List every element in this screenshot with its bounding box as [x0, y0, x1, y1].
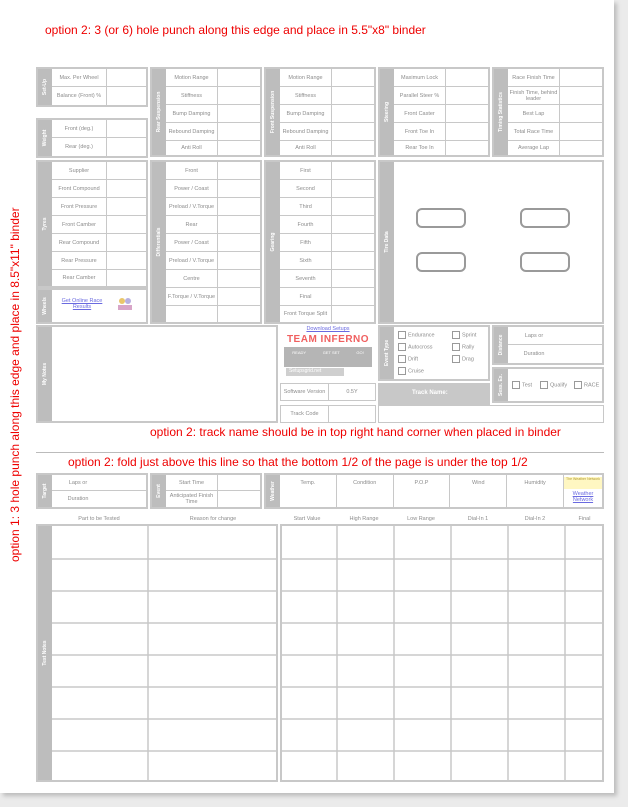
gear-field[interactable] — [332, 288, 374, 305]
weather-network-link[interactable]: Weather Network — [572, 491, 594, 503]
top-punch-note: option 2: 3 (or 6) hole punch along this edge and place in 5.5"x8" binder — [45, 23, 426, 37]
track-name-note: option 2: track name should be in top right hand corner when placed in binder — [150, 425, 561, 439]
front-susp-field[interactable] — [332, 123, 374, 140]
my-notes-section: My Notes — [36, 325, 278, 423]
steering-label: Front Caster — [394, 105, 446, 122]
tyre-field[interactable] — [107, 216, 146, 233]
rear-susp-field[interactable] — [218, 141, 260, 155]
weight-section: Weight Front (deg.) Rear (deg.) — [36, 118, 148, 158]
left-punch-note: option 1: 3 hole punch along this edge and place in 8.5"x11" binder — [8, 207, 22, 562]
rear-susp-label: Motion Range — [166, 69, 218, 86]
differentials-section: Differentials Front Power / Coast Preload / V.Torque Rear Power / Coast Preload / V.Torque Centre F.Torque / V.Torque — [150, 160, 262, 324]
tire-rear-right-icon — [520, 252, 570, 272]
gear-field[interactable] — [332, 180, 374, 197]
track-name-bar — [378, 383, 490, 405]
gear-label: Seventh — [280, 270, 332, 287]
test-notes-section: Test Notes — [36, 524, 278, 782]
diff-field[interactable] — [218, 216, 260, 233]
setup-info-block — [280, 325, 376, 423]
target-duration-label: Duration — [67, 496, 89, 502]
target-laps-field[interactable] — [104, 475, 146, 490]
logo-word: READY — [292, 350, 307, 355]
gear-field[interactable] — [332, 234, 374, 251]
timing-field[interactable] — [560, 123, 602, 140]
online-results-link[interactable]: Get Online Race Results — [61, 298, 103, 310]
race-checkbox[interactable]: RACE — [574, 381, 599, 389]
gear-field[interactable] — [332, 216, 374, 233]
steering-label: Maximum Lock — [394, 69, 446, 86]
front-susp-field[interactable] — [332, 87, 374, 104]
steering-field[interactable] — [446, 141, 488, 155]
rear-suspension-section: Rear Suspension Motion Range Stiffness Bump Damping Rebound Damping Anti Roll — [150, 67, 262, 157]
front-susp-label: Rebound Damping — [280, 123, 332, 140]
diff-label: Rear — [166, 216, 218, 233]
autocross-checkbox[interactable]: Autocross — [398, 343, 432, 351]
gear-label: Second — [280, 180, 332, 197]
diff-label — [166, 306, 218, 322]
tire-front-left-icon — [416, 208, 466, 228]
tyres-section: Tyres Supplier Front Compound Front Pressure Front Camber Rear Compound Rear Pressure Rear Camber — [36, 160, 148, 288]
rear-susp-label: Bump Damping — [166, 105, 218, 122]
gear-label: Fourth — [280, 216, 332, 233]
diff-label: Power / Coast — [166, 234, 218, 251]
gear-label: Fifth — [280, 234, 332, 251]
distance-section: Distance Laps or Duration — [492, 325, 604, 365]
steering-label: Parallel Steer % — [394, 87, 446, 104]
track-code-label: Track Code — [281, 406, 329, 422]
duration-label: Duration — [523, 351, 545, 357]
front-susp-field[interactable] — [332, 141, 374, 155]
front-susp-label: Motion Range — [280, 69, 332, 86]
max-per-wheel-label: Max. Per Wheel — [52, 69, 107, 86]
col-header: High Range — [349, 516, 379, 522]
event-type-section: Event Type Endurance Sprint Autocross Rally Drift Drag Cruise — [378, 325, 490, 381]
track-name-label: Track Name: — [412, 390, 448, 396]
sprint-checkbox[interactable]: Sprint — [452, 331, 476, 339]
steering-field[interactable] — [446, 87, 488, 104]
tyre-field[interactable] — [107, 162, 146, 179]
diff-field[interactable] — [218, 162, 260, 179]
duration-field[interactable] — [560, 345, 602, 363]
diff-label: F.Torque / V.Torque — [166, 288, 218, 305]
timing-label: Best Lap — [508, 105, 560, 122]
download-setups-link[interactable]: Download Setups — [306, 326, 350, 332]
timing-field[interactable] — [560, 141, 602, 155]
gearing-section: Gearing First Second Third Fourth Fifth Sixth Seventh Final Front Torque Split — [264, 160, 376, 324]
diff-field[interactable] — [218, 306, 260, 322]
fold-note: option 2: fold just above this line so that the bottom 1/2 of the page is under the top 1/2 — [68, 455, 528, 469]
wheels-section: Wheels Get Online Race Results — [36, 288, 148, 324]
col-header: Final — [578, 516, 591, 522]
diff-field[interactable] — [218, 180, 260, 197]
gear-field[interactable] — [332, 270, 374, 287]
logo-word: GET SET — [322, 350, 340, 355]
timing-label: Race Finish Time — [508, 69, 560, 86]
timing-label: Finish Time, behind leader — [508, 87, 560, 104]
diff-field[interactable] — [218, 198, 260, 215]
target-section: Target Laps or Duration — [36, 473, 148, 509]
tyre-label: Supplier — [52, 162, 107, 179]
diff-label: Front — [166, 162, 218, 179]
tyre-label: Rear Camber — [52, 270, 107, 286]
timing-field[interactable] — [560, 105, 602, 122]
drift-checkbox[interactable]: Drift — [398, 355, 418, 363]
steering-field[interactable] — [446, 123, 488, 140]
rear-susp-field[interactable] — [218, 87, 260, 104]
notes-area[interactable] — [54, 327, 276, 421]
front-susp-field[interactable] — [332, 69, 374, 86]
rear-susp-field[interactable] — [218, 69, 260, 86]
diff-label: Preload / V.Torque — [166, 252, 218, 269]
finish-time-field[interactable] — [218, 491, 260, 507]
front-deg-label: Front (deg.) — [52, 120, 107, 137]
timing-statistics-section: Timing Statistics Race Finish Time Finish Time, behind leader Best Lap Total Race Time Average Lap — [492, 67, 604, 157]
site-label: Setupsgrid.net — [286, 368, 344, 376]
front-susp-field[interactable] — [332, 105, 374, 122]
rear-susp-label: Anti Roll — [166, 141, 218, 155]
front-susp-label: Bump Damping — [280, 105, 332, 122]
steering-field[interactable] — [446, 105, 488, 122]
gear-label: Front Torque Split — [280, 306, 332, 322]
timing-field[interactable] — [560, 69, 602, 86]
diff-label: Power / Coast — [166, 180, 218, 197]
gear-label: Third — [280, 198, 332, 215]
laps-label: Laps or — [524, 332, 544, 339]
gear-field[interactable] — [332, 306, 374, 322]
tire-rear-left-icon — [416, 252, 466, 272]
tyre-label: Rear Pressure — [52, 252, 107, 269]
wind-field[interactable]: Wind — [450, 475, 507, 507]
team-logo: TEAM INFERNO — [286, 334, 370, 345]
max-per-wheel-field[interactable] — [107, 69, 146, 86]
col-header: Reason for change — [189, 516, 237, 522]
logo-banner — [284, 347, 372, 367]
drag-checkbox[interactable]: Drag — [452, 355, 474, 363]
track-code-field[interactable] — [329, 406, 375, 422]
finish-time-label: Anticipated Finish Time — [166, 491, 218, 507]
col-header: Start Value — [293, 516, 321, 522]
timing-field[interactable] — [560, 87, 602, 104]
start-time-label: Start Time — [166, 475, 218, 490]
rear-susp-label: Rebound Damping — [166, 123, 218, 140]
weather-section: Weather Temp. Condition P.O.P Wind Humidity The Weather Network Weather Network — [264, 473, 604, 509]
diff-field[interactable] — [218, 288, 260, 305]
target-laps-label: Laps or — [68, 479, 88, 486]
weather-network-logo: The Weather Network — [564, 477, 602, 489]
tire-data-section: Tire Data — [378, 160, 604, 324]
temp-field[interactable]: Temp. — [280, 475, 337, 507]
tyre-label: Front Pressure — [52, 198, 107, 215]
tire-front-right-icon — [520, 208, 570, 228]
test-values-grid[interactable] — [280, 524, 604, 782]
tyre-label: Front Compound — [52, 180, 107, 197]
endurance-checkbox[interactable]: Endurance — [398, 331, 435, 339]
front-deg-field[interactable] — [107, 120, 146, 137]
rally-checkbox[interactable]: Rally — [452, 343, 474, 351]
pop-field[interactable]: P.O.P — [394, 475, 451, 507]
steering-section: Steering Maximum Lock Parallel Steer % Front Caster Front Toe In Rear Toe In — [378, 67, 490, 157]
tyre-field[interactable] — [107, 180, 146, 197]
test-notes-left-grid[interactable] — [52, 526, 276, 780]
tyre-label: Front Camber — [52, 216, 107, 233]
test-checkbox[interactable]: Test — [512, 381, 532, 389]
front-suspension-section: Front Suspension Motion Range Stiffness Bump Damping Rebound Damping Anti Roll — [264, 67, 376, 157]
tyre-field[interactable] — [107, 252, 146, 269]
track-name-field[interactable] — [378, 405, 604, 423]
steering-field[interactable] — [446, 69, 488, 86]
gear-field[interactable] — [332, 252, 374, 269]
diff-field[interactable] — [218, 252, 260, 269]
timing-label: Average Lap — [508, 141, 560, 155]
rear-susp-label: Stiffness — [166, 87, 218, 104]
col-header: Low Range — [407, 516, 435, 522]
gear-label: Sixth — [280, 252, 332, 269]
people-icon — [116, 296, 134, 312]
tyre-field[interactable] — [107, 234, 146, 251]
software-version-label: Software Version — [281, 384, 329, 400]
balance-field[interactable] — [107, 87, 146, 105]
col-header: Part to be Tested — [78, 516, 120, 522]
rear-deg-label: Rear (deg.) — [52, 138, 107, 156]
event-section: Event Start Time Anticipated Finish Time — [150, 473, 262, 509]
steering-label: Front Toe In — [394, 123, 446, 140]
tyre-field[interactable] — [107, 198, 146, 215]
tyre-label: Rear Compound — [52, 234, 107, 251]
front-susp-label: Stiffness — [280, 87, 332, 104]
software-version-value[interactable]: 0.5Y — [346, 389, 358, 395]
gear-field[interactable] — [332, 198, 374, 215]
tyre-field[interactable] — [107, 270, 146, 286]
laps-field[interactable] — [560, 327, 602, 344]
rear-susp-field[interactable] — [218, 123, 260, 140]
logo-word: GO! — [356, 350, 364, 355]
diff-field[interactable] — [218, 234, 260, 251]
start-time-field[interactable] — [218, 475, 260, 490]
fold-line — [36, 452, 604, 453]
diff-label: Centre — [166, 270, 218, 287]
front-susp-label: Anti Roll — [280, 141, 332, 155]
qualify-checkbox[interactable]: Qualify — [540, 381, 567, 389]
condition-field[interactable]: Condition — [337, 475, 394, 507]
humidity-field[interactable]: Humidity — [507, 475, 564, 507]
gear-label: First — [280, 162, 332, 179]
balance-label: Balance (Front) % — [52, 87, 107, 105]
diff-label: Preload / V.Torque — [166, 198, 218, 215]
setup-section: Set-Up Max. Per Wheel Balance (Front) % — [36, 67, 148, 107]
timing-label: Total Race Time — [508, 123, 560, 140]
rear-deg-field[interactable] — [107, 138, 146, 156]
steering-label: Rear Toe In — [394, 141, 446, 155]
gear-label: Final — [280, 288, 332, 305]
session-section: Sess. Ex. Test Qualify RACE — [492, 367, 604, 403]
target-duration-field[interactable] — [104, 491, 146, 507]
diff-field[interactable] — [218, 270, 260, 287]
col-header: Dial-In 1 — [467, 516, 489, 522]
rear-susp-field[interactable] — [218, 105, 260, 122]
col-header: Dial-In 2 — [524, 516, 546, 522]
gear-field[interactable] — [332, 162, 374, 179]
cruise-checkbox[interactable]: Cruise — [398, 367, 424, 375]
